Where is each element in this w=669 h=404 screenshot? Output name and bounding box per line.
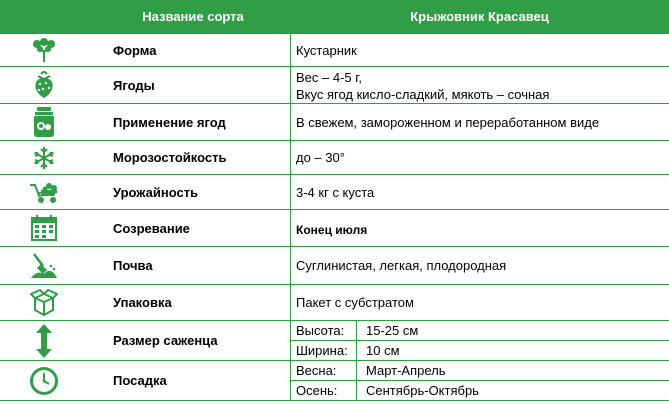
height-value: 15-25 см — [366, 323, 419, 338]
row-label-berries: Ягоды — [113, 77, 155, 93]
row-label-seedling-size: Размер саженца — [113, 333, 218, 348]
header-variety-value: Крыжовник Красавец — [410, 9, 549, 24]
spring-label: Весна: — [296, 363, 337, 378]
row-value-usage: В свежем, замороженном и переработанном виде — [296, 114, 600, 130]
width-label: Ширина: — [296, 343, 348, 358]
width-value: 10 см — [366, 343, 400, 358]
package-box-icon — [24, 285, 64, 320]
wheelbarrow-icon — [24, 175, 64, 209]
table-header — [0, 0, 669, 34]
height-arrow-icon — [24, 321, 64, 360]
soil-shovel-icon — [24, 247, 64, 284]
row-value-berries — [296, 69, 549, 103]
sub-column-divider — [356, 321, 357, 400]
divider — [0, 209, 669, 210]
row-label-usage: Применение ягод — [113, 114, 226, 130]
jam-jar-icon — [24, 104, 64, 140]
row-label-planting: Посадка — [113, 373, 167, 388]
calendar-icon — [24, 210, 64, 246]
spring-value: Март-Апрель — [366, 363, 446, 378]
row-value-frost: до – 30° — [296, 150, 345, 165]
row-label-packaging: Упаковка — [113, 295, 172, 310]
row-value-ripening: Конец июля — [296, 223, 368, 237]
plant-sprout-icon — [24, 34, 64, 66]
row-label-soil: Почва — [113, 258, 153, 273]
row-value-soil: Суглинистая, легкая, плодородная — [296, 258, 507, 273]
divider — [0, 66, 669, 67]
row-value-form: Кустарник — [296, 42, 357, 58]
berry-icon — [24, 67, 64, 103]
row-value-yield: 3-4 кг с куста — [296, 184, 375, 200]
row-label-frost: Морозостойкость — [113, 150, 227, 165]
row-label-yield: Урожайность — [113, 184, 199, 200]
clock-icon — [24, 361, 64, 400]
column-divider — [290, 34, 291, 400]
divider — [0, 400, 669, 401]
row-label-form: Форма — [113, 42, 157, 58]
divider — [290, 380, 669, 381]
row-label-ripening: Созревание — [113, 220, 190, 236]
header-variety-name: Название сорта — [142, 9, 244, 24]
snowflake-icon — [24, 141, 64, 174]
autumn-value: Сентябрь-Октябрь — [366, 383, 479, 398]
autumn-label: Осень: — [296, 383, 338, 398]
berry-weight-text: Вес – 4-5 г, — [296, 70, 363, 85]
row-value-packaging: Пакет с субстратом — [296, 295, 414, 310]
berry-taste-text: Вкус ягод кисло-сладкий, мякоть – сочная — [296, 87, 550, 102]
height-label: Высота: — [296, 323, 345, 338]
